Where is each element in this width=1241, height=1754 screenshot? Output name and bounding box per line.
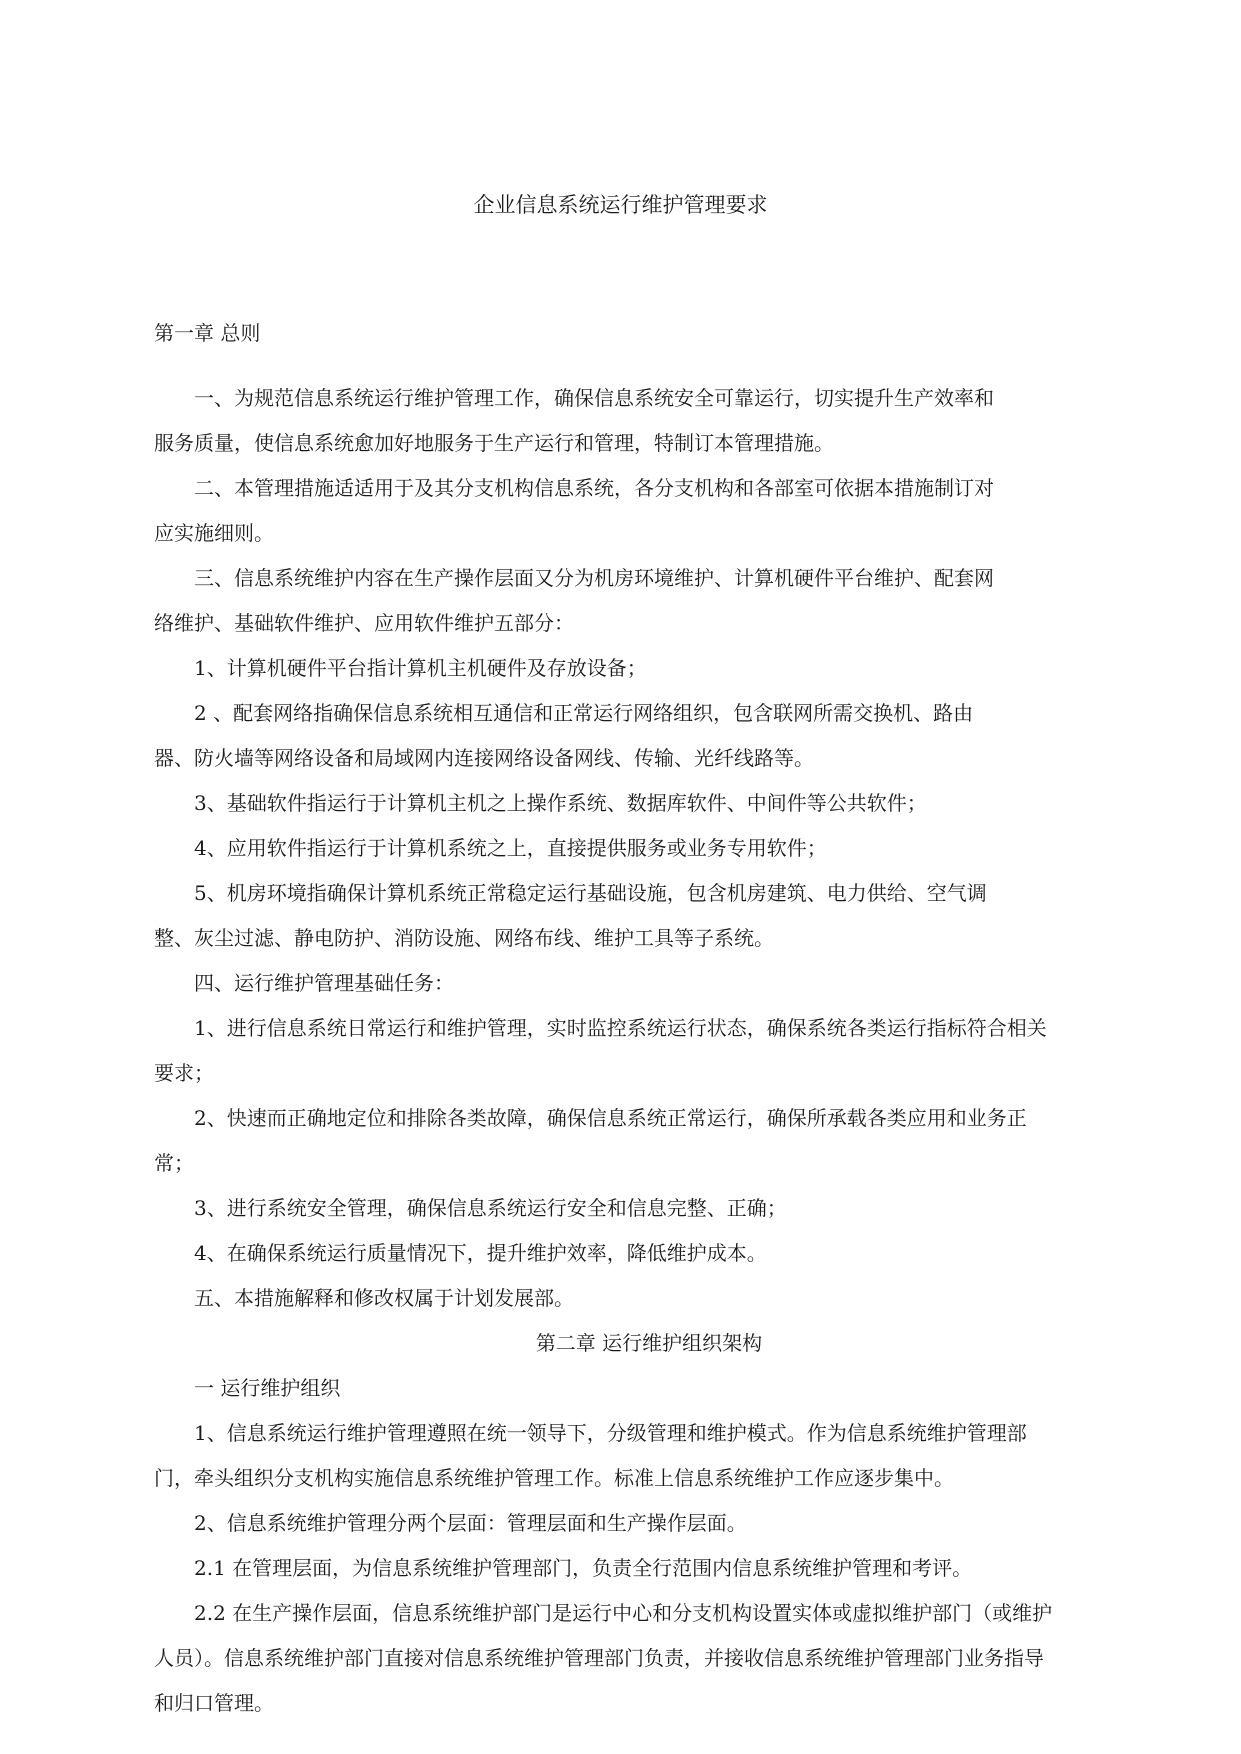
- text-line: 4、在确保系统运行质量情况下，提升维护效率，降低维护成本。: [194, 1241, 767, 1265]
- text-line: 一、为规范信息系统运行维护管理工作，确保信息系统安全可靠运行，切实提升生产效率和: [194, 386, 994, 410]
- text-line: 应实施细则。: [154, 521, 274, 545]
- document-title: 企业信息系统运行维护管理要求: [473, 193, 768, 217]
- text-line: 2.1 在管理层面，为信息系统维护管理部门，负责全行范围内信息系统维护管理和考评。: [194, 1556, 973, 1580]
- text-line: 门，牵头组织分支机构实施信息系统维护管理工作。标准上信息系统维护工作应逐步集中。: [154, 1466, 954, 1490]
- text-line: 三、信息系统维护内容在生产操作层面又分为机房环境维护、计算机硬件平台维护、配套网: [194, 566, 994, 590]
- chapter-2-heading: 第二章 运行维护组织架构: [535, 1331, 763, 1355]
- text-line: 1、计算机硬件平台指计算机主机硬件及存放设备；: [194, 656, 647, 680]
- text-line: 和归口管理。: [154, 1691, 274, 1715]
- text-line: 器、防火墙等网络设备和局域网内连接网络设备网线、传输、光纤线路等。: [154, 746, 814, 770]
- text-line: 2、信息系统维护管理分两个层面：管理层面和生产操作层面。: [194, 1511, 747, 1535]
- text-line: 3、基础软件指运行于计算机主机之上操作系统、数据库软件、中间件等公共软件；: [194, 791, 927, 815]
- chapter-1-content: [154, 376, 1144, 1321]
- text-line: 4、应用软件指运行于计算机系统之上，直接提供服务或业务专用软件；: [194, 836, 827, 860]
- text-line: 络维护、基础软件维护、应用软件维护五部分：: [154, 611, 574, 635]
- text-line: 2.2 在生产操作层面，信息系统维护部门是运行中心和分支机构设置实体或虚拟维护部门（或维护: [194, 1601, 1053, 1625]
- text-line: 1、进行信息系统日常运行和维护管理，实时监控系统运行状态，确保系统各类运行指标符合相关: [194, 1016, 1047, 1040]
- text-line: 要求；: [154, 1061, 214, 1085]
- text-line: 常；: [154, 1151, 194, 1175]
- chapter-2-content: [154, 1366, 1144, 1726]
- text-line: 服务质量，使信息系统愈加好地服务于生产运行和管理，特制订本管理措施。: [154, 431, 834, 455]
- text-line: 1、信息系统运行维护管理遵照在统一领导下，分级管理和维护模式。作为信息系统维护管理部: [194, 1421, 1027, 1445]
- text-line: 5、机房环境指确保计算机系统正常稳定运行基础设施，包含机房建筑、电力供给、空气调: [194, 881, 987, 905]
- text-line: 四、运行维护管理基础任务：: [194, 971, 454, 995]
- text-line: 3、进行系统安全管理，确保信息系统运行安全和信息完整、正确；: [194, 1196, 787, 1220]
- text-line: 二、本管理措施适适用于及其分支机构信息系统，各分支机构和各部室可依据本措施制订对: [194, 476, 994, 500]
- document-body: [154, 376, 1144, 1726]
- text-line: 整、灰尘过滤、静电防护、消防设施、网络布线、维护工具等子系统。: [154, 926, 774, 950]
- text-line: 一 运行维护组织: [194, 1376, 341, 1400]
- chapter-1-heading: 第一章 总则: [154, 321, 261, 345]
- text-line: 2 、配套网络指确保信息系统相互通信和正常运行网络组织，包含联网所需交换机、路由: [194, 701, 974, 725]
- text-line: 人员）。信息系统维护部门直接对信息系统维护管理部门负责，并接收信息系统维护管理部门业务指导: [154, 1646, 1044, 1670]
- text-line: 五、本措施解释和修改权属于计划发展部。: [194, 1286, 574, 1310]
- text-line: 2、快速而正确地定位和排除各类故障，确保信息系统正常运行，确保所承载各类应用和业务正: [194, 1106, 1027, 1130]
